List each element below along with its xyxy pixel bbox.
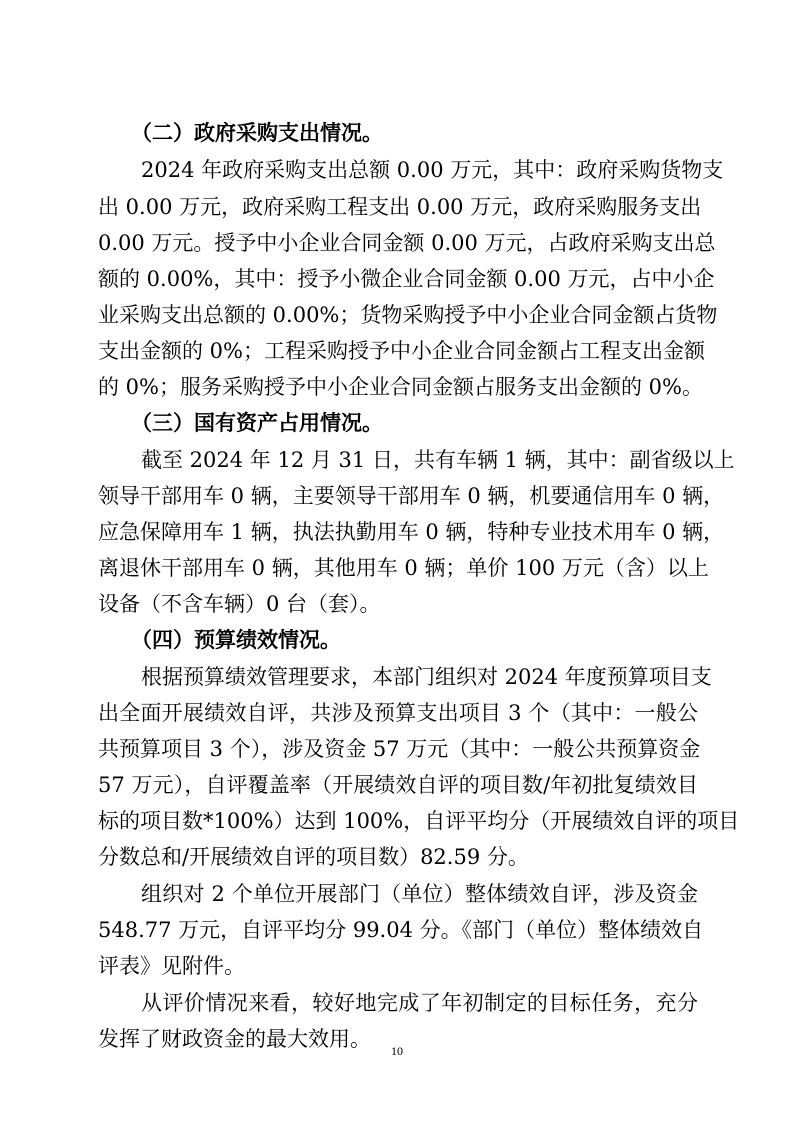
paragraph-line: 从评价情况来看，较好地完成了年初制定的目标任务，充分 [141, 991, 698, 1015]
paragraph-line: 截至 2024 年 12 月 31 日，共有车辆 1 辆，其中：副省级以上 [141, 448, 735, 472]
paragraph-line: 组织对 2 个单位开展部门（单位）整体绩效自评，涉及资金 [141, 882, 698, 906]
paragraph-line: 离退休干部用车 0 辆，其他用车 0 辆；单价 100 万元（含）以上 [98, 556, 709, 580]
paragraph-line: 0.00 万元。授予中小企业合同金额 0.00 万元，占政府采购支出总 [98, 231, 716, 255]
paragraph-line: 共预算项目 3 个），涉及资金 57 万元（其中：一般公共预算资金 [98, 737, 701, 761]
section-heading-performance: （四）预算绩效情况。 [131, 628, 341, 652]
paragraph-line: 548.77 万元，自评平均分 99.04 分。《部门（单位）整体绩效自 [98, 918, 704, 942]
paragraph-line: 出全面开展绩效自评，共涉及预算支出项目 3 个（其中：一般公 [98, 701, 698, 725]
paragraph-line: 评表》见附件。 [98, 954, 245, 978]
paragraph-line: 领导干部用车 0 辆，主要领导干部用车 0 辆，机要通信用车 0 辆， [98, 484, 725, 508]
paragraph-line: 2024 年政府采购支出总额 0.00 万元，其中：政府采购货物支 [141, 158, 724, 182]
page-number: 10 [391, 1044, 403, 1058]
section-heading-assets: （三）国有资产占用情况。 [131, 411, 383, 435]
paragraph-line: 额的 0.00%，其中：授予小微企业合同金额 0.00 万元，占中小企 [98, 267, 715, 291]
paragraph-line: 发挥了财政资金的最大效用。 [98, 1027, 371, 1051]
paragraph-line: 支出金额的 0%；工程采购授予中小企业合同金额占工程支出金额 [98, 339, 705, 363]
paragraph-line: 标的项目数*100%）达到 100%，自评平均分（开展绩效自评的项目 [98, 809, 740, 833]
paragraph-line: 业采购支出总额的 0.00%；货物采购授予中小企业合同金额占货物 [98, 303, 718, 327]
section-heading-procurement: （二）政府采购支出情况。 [131, 121, 383, 145]
paragraph-line: 出 0.00 万元，政府采购工程支出 0.00 万元，政府采购服务支出 [98, 195, 702, 219]
paragraph-line: 根据预算绩效管理要求，本部门组织对 2024 年度预算项目支 [141, 665, 712, 689]
paragraph-line: 分数总和/开展绩效自评的项目数）82.59 分。 [98, 845, 529, 869]
paragraph-line: 的 0%；服务采购授予中小企业合同金额占服务支出金额的 0%。 [98, 375, 703, 399]
paragraph-line: 57 万元），自评覆盖率（开展绩效自评的项目数/年初批复绩效目 [98, 773, 698, 797]
paragraph-line: 应急保障用车 1 辆，执法执勤用车 0 辆，特种专业技术用车 0 辆， [98, 520, 725, 544]
paragraph-line: 设备（不含车辆）0 台（套）。 [98, 592, 381, 616]
